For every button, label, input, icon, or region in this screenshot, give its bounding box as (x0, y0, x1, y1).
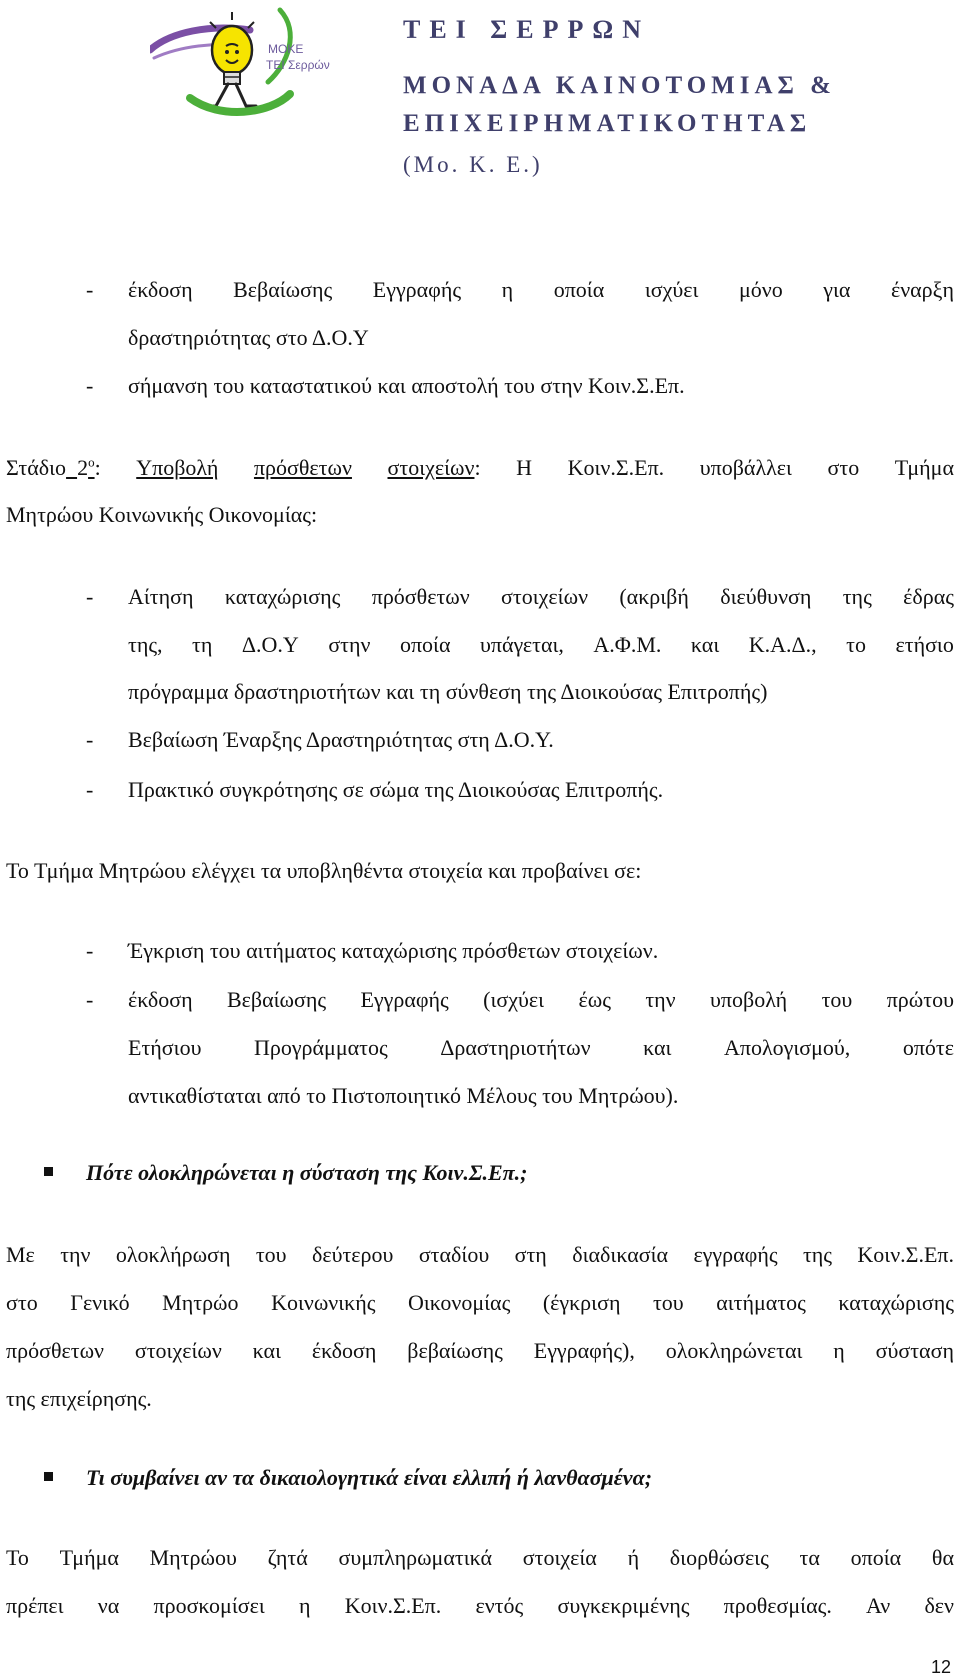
check-paragraph: Το Τμήμα Μητρώου ελέγχει τα υποβληθέντα στοιχεία και προβαίνει σε: (6, 858, 642, 883)
list3-item2-line2 (128, 1035, 954, 1061)
word: (έγκριση (542, 1290, 621, 1315)
square-bullet-icon (44, 1167, 53, 1176)
lightbulb-logo-icon (150, 2, 365, 120)
word: Εγγραφής), (533, 1338, 635, 1363)
list-dash: - (86, 584, 94, 609)
word: Με (6, 1242, 35, 1267)
word: συμπληρωματικά (338, 1545, 493, 1570)
stage2-line2: Μητρώου Κοινωνικής Οικονομίας: (6, 502, 318, 527)
word: Μητρώου (149, 1545, 237, 1570)
word: πρόσθετων (371, 584, 470, 609)
word: και (643, 1035, 672, 1060)
answer1-line1 (6, 1242, 954, 1268)
word: προσκομίσει (153, 1593, 265, 1618)
word: διορθώσεις (669, 1545, 769, 1570)
word: οποία (553, 277, 605, 302)
word: της (842, 584, 872, 609)
word: Εγγραφής (360, 987, 449, 1012)
list2-item1-line2 (128, 632, 954, 658)
list-dash: - (86, 987, 94, 1012)
stage2-label-end: στοιχείων: (387, 455, 481, 480)
word: της, (128, 632, 163, 657)
word: θα (931, 1545, 954, 1570)
list2-item1-line3: πρόγραμμα δραστηριοτήτων και τη σύνθεση της Διοικούσας Επιτροπής) (128, 679, 768, 704)
word: ή (627, 1545, 640, 1570)
page-number: 12 (931, 1657, 952, 1677)
word: διεύθυνση (720, 584, 812, 609)
word: υπάγεται, (480, 632, 564, 657)
word: της (802, 1242, 832, 1267)
word: ισχύει (644, 277, 699, 302)
word: Οικονομίας (407, 1290, 511, 1315)
word: δεύτερου (311, 1242, 394, 1267)
word: στοιχείων (501, 584, 589, 609)
word: μόνο (738, 277, 783, 302)
answer1-line2 (6, 1290, 954, 1316)
word: του (652, 1290, 684, 1315)
word: Ετήσιου (128, 1035, 202, 1060)
word: Βεβαίωσης (233, 277, 333, 302)
word: οποία (399, 632, 451, 657)
word: έκδοση (128, 277, 193, 302)
word: την (645, 987, 676, 1012)
list-dash: - (86, 727, 94, 752)
list-dash: - (86, 938, 94, 963)
word: να (97, 1593, 120, 1618)
word: οποία (850, 1545, 902, 1570)
word: καταχώρισης (838, 1290, 954, 1315)
list1-item1-line1 (128, 277, 954, 303)
answer2-line1 (6, 1545, 954, 1571)
word: έκδοση (311, 1338, 377, 1363)
word: η (833, 1338, 845, 1363)
stage2-label-word: πρόσθετων (253, 455, 352, 480)
stage2-line1 (6, 455, 954, 481)
list-dash: - (86, 373, 94, 398)
question-heading-1: Πότε ολοκληρώνεται η σύσταση της Κοιν.Σ.Επ.; (86, 1160, 528, 1185)
word: η (501, 277, 514, 302)
word: στοιχείων (134, 1338, 222, 1363)
word: έδρας (903, 584, 954, 609)
word: και (252, 1338, 281, 1363)
word: δεν (924, 1593, 954, 1618)
logo-text-line2: ΤΕΙ Σερρών (266, 58, 330, 72)
word: Δραστηριοτήτων (440, 1035, 591, 1060)
word: συγκεκριμένης (557, 1593, 690, 1618)
word: ετήσιο (895, 632, 954, 657)
stage2-word: υποβάλλει (699, 455, 792, 480)
word: Απολογισμού, (723, 1035, 851, 1060)
answer1-line3 (6, 1338, 954, 1364)
word: (ισχύει (483, 987, 545, 1012)
word: Αν (866, 1593, 891, 1618)
stage2-label: Στάδιο $2^o$: (6, 454, 101, 480)
word: Βεβαίωσης (226, 987, 327, 1012)
word: για (823, 277, 851, 302)
word: βεβαίωσης (407, 1338, 503, 1363)
stage2-word: Κοιν.Σ.Επ. (567, 455, 665, 480)
word: Εγγραφής (372, 277, 462, 302)
word: εντός (475, 1593, 524, 1618)
list2-item1-line1 (128, 584, 954, 610)
word: (ακριβή (619, 584, 689, 609)
unit-title-line1: ΜΟΝΑΔΑ ΚΑΙΝΟΤΟΜΙΑΣ & (403, 72, 836, 99)
word: του (821, 987, 853, 1012)
stage2-label-word: Υποβολή (136, 455, 219, 480)
unit-abbreviation: (Μο. Κ. Ε.) (403, 152, 543, 177)
word: πρέπει (6, 1593, 64, 1618)
word: στο (6, 1290, 38, 1315)
list3-item1: Έγκριση του αιτήματος καταχώρισης πρόσθετων στοιχείων. (128, 938, 659, 963)
word: Προγράμματος (253, 1035, 388, 1060)
word: καταχώρισης (224, 584, 341, 609)
word: Δ.Ο.Υ (241, 632, 299, 657)
word: πρώτου (886, 987, 954, 1012)
word: τη (192, 632, 213, 657)
word: Αίτηση (128, 584, 194, 609)
word: Γενικό (70, 1290, 130, 1315)
word: έναρξη (890, 277, 954, 302)
list2-item2: Βεβαίωση Έναρξης Δραστηριότητας στη Δ.Ο.Υ. (128, 727, 554, 752)
word: σύσταση (875, 1338, 954, 1363)
word: ολοκλήρωση (115, 1242, 231, 1267)
word: σταδίου (418, 1242, 490, 1267)
word: ζητά (267, 1545, 308, 1570)
list2-item3: Πρακτικό συγκρότησης σε σώμα της Διοικούσας Επιτροπής. (128, 777, 664, 802)
stage2-word: Τμήμα (894, 455, 954, 480)
answer2-line2 (6, 1593, 954, 1619)
moke-logo (150, 2, 365, 120)
list3-item2-line3: αντικαθίσταται από το Πιστοποιητικό Μέλους του Μητρώου). (128, 1083, 679, 1108)
stage2-word: Η (516, 455, 533, 480)
word: Μητρώο (162, 1290, 239, 1315)
list-dash: - (86, 277, 94, 302)
word: Κ.Α.Δ., (748, 632, 817, 657)
word: Α.Φ.Μ. (593, 632, 662, 657)
word: τα (799, 1545, 820, 1570)
word: Κοιν.Σ.Επ. (857, 1242, 954, 1267)
word: αιτήματος (716, 1290, 806, 1315)
word: η (298, 1593, 311, 1618)
word: οπότε (902, 1035, 954, 1060)
word: εγγραφής (693, 1242, 778, 1267)
square-bullet-icon (44, 1472, 53, 1481)
question-heading-2: Τι συμβαίνει αν τα δικαιολογητικά είναι ελλιπή ή λανθασμένα; (86, 1465, 653, 1490)
word: διαδικασία (572, 1242, 669, 1267)
word: και (690, 632, 720, 657)
word: έκδοση (128, 987, 193, 1012)
word: στη (514, 1242, 547, 1267)
word: στην (328, 632, 371, 657)
word: το (846, 632, 866, 657)
list3-item2-line1 (128, 987, 954, 1013)
list-dash: - (86, 777, 94, 802)
word: του (255, 1242, 287, 1267)
word: Κοινωνικής (271, 1290, 376, 1315)
unit-title-line2: ΕΠΙΧΕΙΡΗΜΑΤΙΚΟΤΗΤΑΣ (403, 110, 812, 137)
word: Τμήμα (59, 1545, 119, 1570)
institution-title: ΤΕΙ ΣΕΡΡΩΝ (403, 15, 651, 44)
word: Το (6, 1545, 29, 1570)
logo-text-line1: ΜΟΚΕ (268, 42, 304, 56)
answer1-line4: της επιχείρησης. (6, 1386, 152, 1411)
word: Κοιν.Σ.Επ. (344, 1593, 442, 1618)
word: έως (578, 987, 611, 1012)
word: προθεσμίας. (723, 1593, 832, 1618)
stage2-word: στο (827, 455, 860, 480)
word: πρόσθετων (6, 1338, 104, 1363)
word: ολοκληρώνεται (665, 1338, 803, 1363)
list1-item1-line2: δραστηριότητας στο Δ.Ο.Υ (128, 325, 369, 350)
word: την (60, 1242, 91, 1267)
list1-item2: σήμανση του καταστατικού και αποστολή του στην Κοιν.Σ.Επ. (128, 373, 685, 398)
word: στοιχεία (522, 1545, 597, 1570)
word: υποβολή (710, 987, 788, 1012)
